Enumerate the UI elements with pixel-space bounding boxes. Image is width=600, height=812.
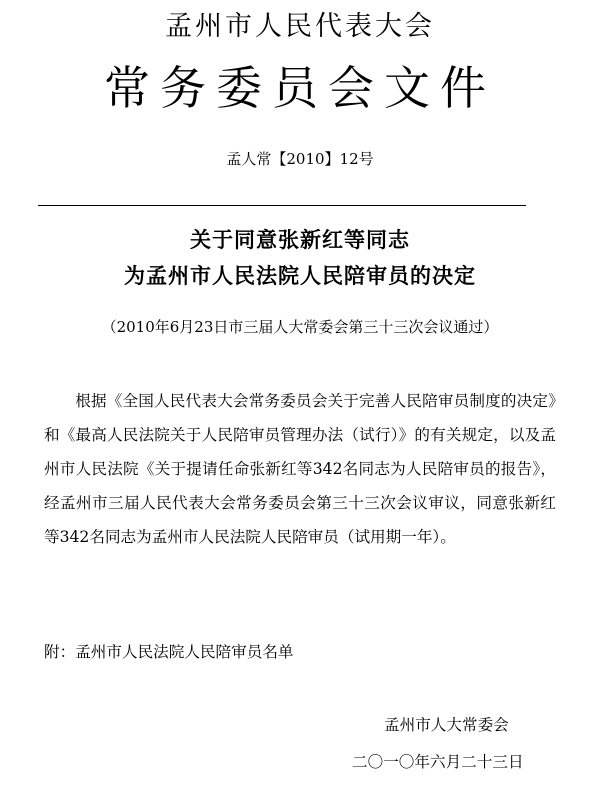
decision-title-line1: 关于同意张新红等同志 <box>190 228 410 252</box>
document-type-title: 常务委员会文件 <box>104 61 496 115</box>
signature-organization: 孟州市人大常委会 <box>384 716 509 734</box>
body-paragraph: 根据《全国人民代表大会常务委员会关于完善人民陪审员制度的决定》和《最高人民法院关于人民陪审员管理办法（试行）》的有关规定，以及孟州市人民法院《关于提请任命张新红等342名同志为人民陪审员的报告》，经孟州市三届人民代表大会常务委员会第三十三次会议审议，同意张新红等342名同志为孟州市人民法院人民陪审员（试用期一年）。 <box>44 392 556 546</box>
decision-title-line2: 为孟州市人民法院人民陪审员的决定 <box>124 264 476 288</box>
session-note: （2010年6月23日市三届人大常委会第三十三次会议通过） <box>101 318 499 336</box>
attachment-line: 附：孟州市人民法院人民陪审员名单 <box>44 643 294 661</box>
signature-date: 二〇一〇年六月二十三日 <box>352 753 524 771</box>
header-divider <box>38 205 526 206</box>
issuer-name: 孟州市人民代表大会 <box>165 11 435 42</box>
document-number: 孟人常【2010】12号 <box>226 150 374 168</box>
